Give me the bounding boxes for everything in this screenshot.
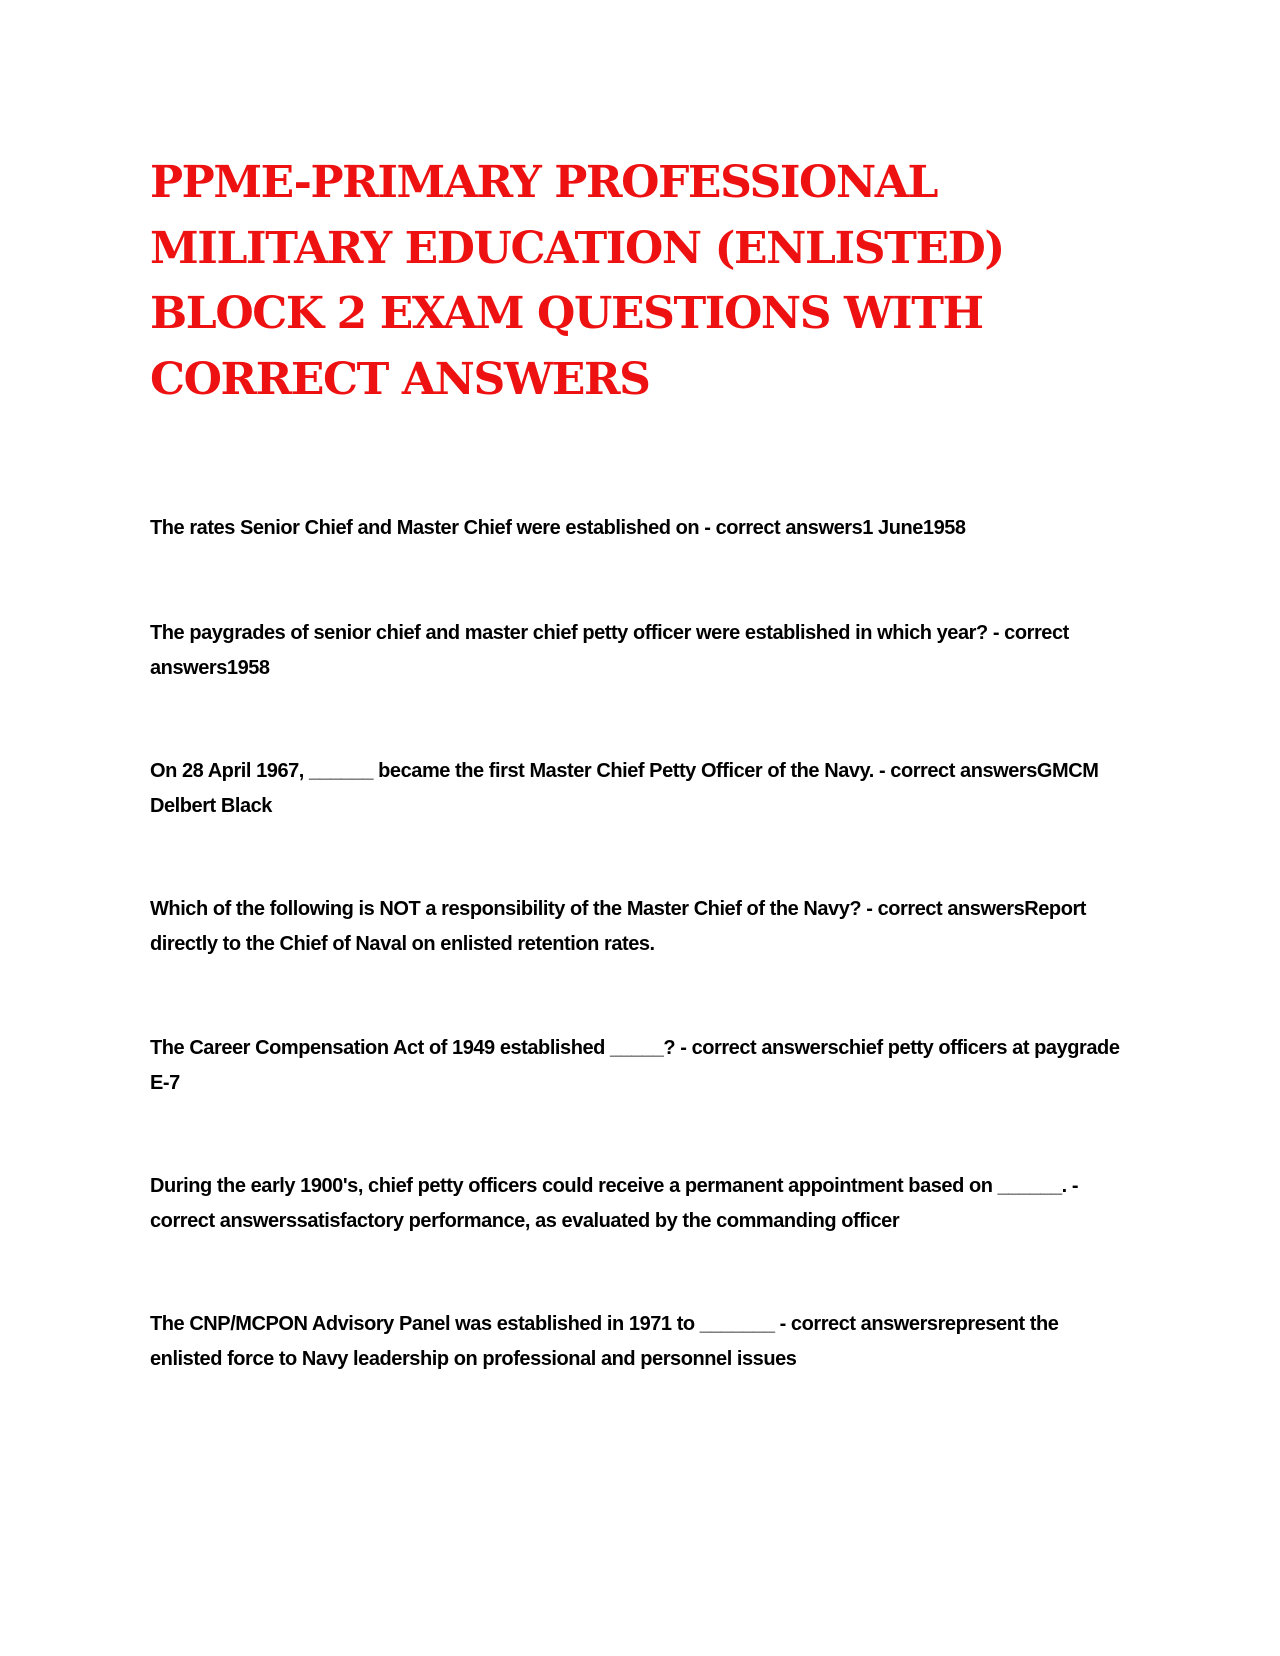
question-answer-item: The rates Senior Chief and Master Chief were established on - correct answers1 June1958: [150, 517, 966, 539]
question-answer-item: The paygrades of senior chief and master chief petty officer were established in which year? - correct answers1958: [150, 622, 1069, 679]
document-title: PPME-PRIMARY PROFESSIONAL MILITARY EDUCATION (ENLISTED) BLOCK 2 EXAM QUESTIONS WITH CORRECT ANSWERS: [150, 157, 1004, 405]
question-answer-item: On 28 April 1967, ______ became the first Master Chief Petty Officer of the Navy. - correct answersGMCM Delbert Black: [150, 760, 1099, 817]
question-answer-item: Which of the following is NOT a responsibility of the Master Chief of the Navy? - correct answersReport directly to the Chief of Naval on enlisted retention rates.: [150, 898, 1087, 955]
question-answer-item: The CNP/MCPON Advisory Panel was established in 1971 to _______ - correct answersrepresent the enlisted force to Navy leadership on professional and personnel issues: [150, 1313, 1059, 1370]
question-answer-item: The Career Compensation Act of 1949 established _____? - correct answerschief petty officers at paygrade E-7: [150, 1037, 1120, 1094]
question-answer-item: During the early 1900's, chief petty officers could receive a permanent appointment based on ______. - correct answerssatisfactory performance, as evaluated by the commanding officer: [150, 1175, 1079, 1232]
